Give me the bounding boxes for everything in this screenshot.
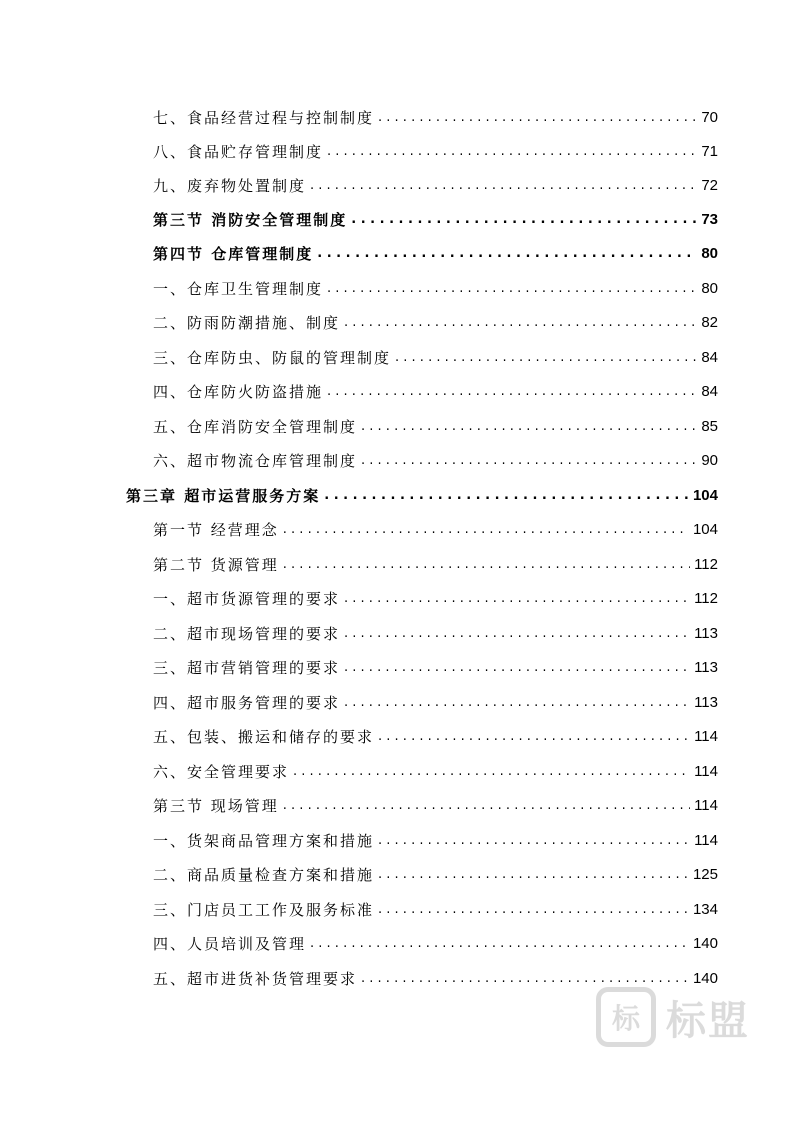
toc-entry[interactable] (153, 374, 718, 408)
toc-entry-page: 113 (694, 693, 718, 711)
toc-dot-leader (327, 384, 697, 399)
toc-entry-label: 八、食品贮存管理制度 (153, 142, 324, 161)
toc-entry-page: 114 (694, 796, 718, 814)
toc-entry[interactable] (153, 134, 718, 168)
toc-entry-label: 二、防雨防潮措施、制度 (153, 313, 341, 332)
watermark-logo (596, 982, 771, 1052)
toc-entry-label: 一、仓库卫生管理制度 (153, 279, 324, 298)
toc-dot-leader (327, 281, 697, 296)
toc-entry-label: 三、超市营销管理的要求 (153, 658, 341, 677)
toc-dot-leader (283, 798, 690, 813)
toc-dot-leader (283, 522, 689, 537)
toc-dot-leader (310, 936, 689, 951)
toc-entry-label: 一、货架商品管理方案和措施 (153, 831, 375, 850)
toc-entry[interactable] (153, 443, 718, 477)
toc-dot-leader (324, 488, 689, 503)
toc-entry[interactable] (153, 340, 718, 374)
toc-entry[interactable] (153, 305, 718, 339)
toc-entry-label: 九、废弃物处置制度 (153, 176, 307, 195)
toc-entry[interactable] (153, 581, 718, 615)
toc-entry-label: 六、超市物流仓库管理制度 (153, 451, 358, 470)
toc-entry-label: 一、超市货源管理的要求 (153, 589, 341, 608)
toc-entry-page: 134 (692, 900, 718, 918)
toc-entry[interactable] (153, 892, 718, 926)
toc-dot-leader (378, 833, 690, 848)
toc-entry-page: 125 (692, 865, 718, 883)
toc-entry[interactable] (153, 754, 718, 788)
toc-entry-page: 140 (692, 934, 718, 952)
toc-entry-page: 90 (701, 451, 718, 469)
toc-entry-page: 104 (692, 486, 718, 504)
toc-entry-label: 五、仓库消防安全管理制度 (153, 417, 358, 436)
toc-entry-label: 七、食品经营过程与控制制度 (153, 108, 375, 127)
toc-entry-page: 72 (701, 176, 718, 194)
toc-entry-chapter[interactable] (126, 478, 718, 512)
watermark-icon-char: 标 (611, 1002, 640, 1035)
toc-entry-label: 二、商品质量检查方案和措施 (153, 865, 375, 884)
toc-entry[interactable] (153, 926, 718, 960)
toc-dot-leader (293, 764, 690, 779)
toc-dot-leader (344, 695, 690, 710)
toc-dot-leader (310, 178, 697, 193)
toc-entry[interactable] (153, 719, 718, 753)
toc-entry-section[interactable] (153, 512, 718, 546)
toc-entry-label: 第四节 仓库管理制度 (153, 244, 314, 263)
toc-dot-leader (344, 315, 697, 330)
toc-entry-label: 二、超市现场管理的要求 (153, 624, 341, 643)
toc-entry-page: 112 (694, 555, 718, 573)
toc-entry-page: 104 (692, 520, 718, 538)
toc-entry[interactable] (153, 650, 718, 684)
toc-dot-leader (344, 591, 690, 606)
toc-entry-label: 第三节 现场管理 (153, 796, 279, 815)
toc-entry-page: 84 (701, 382, 718, 400)
toc-entry-label: 第三节 消防安全管理制度 (153, 210, 348, 229)
toc-entry-label: 四、超市服务管理的要求 (153, 693, 341, 712)
watermark-icon (596, 987, 656, 1047)
toc-entry[interactable] (153, 823, 718, 857)
toc-entry-section[interactable] (153, 547, 718, 581)
toc-entry[interactable] (153, 271, 718, 305)
toc-entry-label: 六、安全管理要求 (153, 762, 290, 781)
toc-entry[interactable] (153, 409, 718, 443)
toc-entry-label: 四、仓库防火防盗措施 (153, 382, 324, 401)
toc-entry-page: 80 (701, 279, 718, 297)
toc-entry-label: 第三章 超市运营服务方案 (126, 486, 321, 505)
toc-entry-section[interactable] (153, 236, 718, 270)
toc-entry-page: 73 (701, 210, 718, 228)
toc-entry-page: 114 (694, 831, 718, 849)
toc-dot-leader (344, 626, 690, 641)
toc-dot-leader (317, 246, 697, 261)
toc-entry-label: 五、包装、搬运和储存的要求 (153, 727, 375, 746)
toc-entry[interactable] (153, 168, 718, 202)
toc-entry-label: 第一节 经营理念 (153, 520, 279, 539)
toc-dot-leader (283, 557, 690, 572)
toc-entry-page: 80 (701, 244, 718, 262)
toc-entry-page: 70 (701, 108, 718, 126)
toc-dot-leader (361, 419, 697, 434)
toc-dot-leader (378, 902, 689, 917)
toc-entry-label: 第二节 货源管理 (153, 555, 279, 574)
toc-entry[interactable] (153, 100, 718, 134)
toc-entry-page: 114 (694, 762, 718, 780)
toc-dot-leader (351, 212, 697, 227)
toc-entry-label: 五、超市进货补货管理要求 (153, 969, 358, 988)
toc-entry-page: 113 (694, 658, 718, 676)
toc-entry-page: 112 (694, 589, 718, 607)
toc-entry-page: 82 (701, 313, 718, 331)
toc-entry-page: 71 (701, 142, 718, 160)
toc-dot-leader (395, 350, 697, 365)
toc-dot-leader (378, 867, 689, 882)
toc-entry-section[interactable] (153, 202, 718, 236)
toc-entry-page: 85 (701, 417, 718, 435)
toc-entry[interactable] (153, 685, 718, 719)
toc-dot-leader (378, 729, 690, 744)
toc-entry-section[interactable] (153, 788, 718, 822)
toc-entry-page: 84 (701, 348, 718, 366)
toc-dot-leader (378, 110, 697, 125)
toc-entry-label: 四、人员培训及管理 (153, 934, 307, 953)
toc-entry[interactable] (153, 616, 718, 650)
watermark-text: 标盟 (666, 997, 750, 1044)
toc-entry-label: 三、门店员工工作及服务标准 (153, 900, 375, 919)
toc-entry[interactable] (153, 857, 718, 891)
toc-entry-label: 三、仓库防虫、防鼠的管理制度 (153, 348, 392, 367)
toc-dot-leader (327, 144, 697, 159)
toc-entry-page: 113 (694, 624, 718, 642)
toc-entry-page: 140 (692, 969, 718, 987)
toc-dot-leader (344, 660, 690, 675)
toc-dot-leader (361, 453, 697, 468)
toc-entry-page: 114 (694, 727, 718, 745)
